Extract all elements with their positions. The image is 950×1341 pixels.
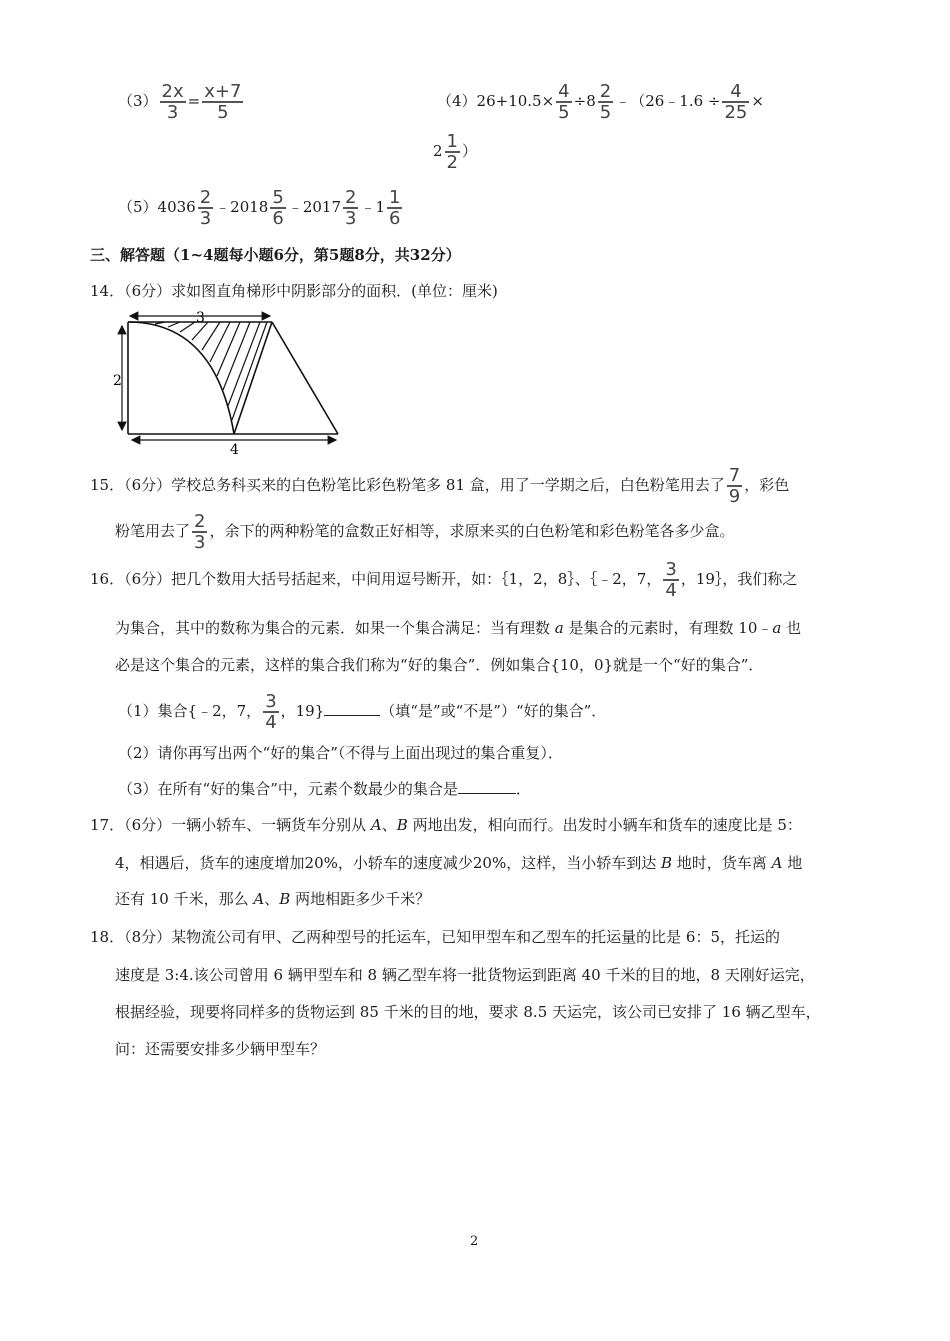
q17-text: 两地出发，相向而行。出发时小辆车和货车的速度比是 5： — [407, 816, 802, 834]
fraction: $\frac{2}{3}$ — [199, 187, 212, 229]
point-b: B — [396, 816, 408, 834]
q15-line1 — [90, 466, 789, 506]
eq5-text: ﹣2017 — [287, 198, 341, 216]
fraction: $\frac{4}{25}$ — [724, 81, 748, 123]
section-3-title: 三、解答题（1~4题每小题6分，第5题8分，共32分） — [90, 246, 461, 264]
q16-line2 — [115, 617, 801, 639]
equation-3 — [118, 82, 245, 122]
q16-text: 16．（6分）把几个数用大括号括起来，中间用逗号断开，如：｛1，2，8｝、｛﹣2，7， — [90, 570, 662, 588]
q16-line3: 必是这个集合的元素，这样的集合我们称为“好的集合”．例如集合{10，0}就是一个“好的集合”． — [115, 656, 764, 674]
q15-text: ，余下的两种粉笔的盒数正好相等，求原来买的白色粉笔和彩色粉笔各多少盒。 — [209, 522, 735, 540]
fraction: $\frac{3}{4}$ — [265, 691, 277, 733]
fraction: $\frac{2x}{3}$ — [161, 81, 184, 123]
q16-line1 — [90, 560, 797, 600]
q17-text: 地 — [782, 854, 803, 872]
eq5-text: ﹣1 — [360, 198, 385, 216]
eq5-text: ﹣2018 — [215, 198, 269, 216]
q16-text: 是集合的元素时，有理数 10﹣ — [563, 619, 773, 637]
variable-a: a — [772, 619, 782, 637]
eq5-label: （5）4036 — [118, 198, 196, 216]
q16-text: （1）集合{﹣2，7， — [118, 702, 262, 720]
equation-5 — [118, 188, 404, 228]
q18-line4: 问：还需要安排多少辆甲型车？ — [115, 1040, 326, 1058]
fraction: $\frac{1}{2}$ — [446, 131, 458, 173]
q16-sub3 — [118, 778, 531, 800]
point-a: A — [370, 816, 382, 834]
q16-sub2: （2）请你再写出两个“好的集合”（不得与上面出现过的集合重复）． — [118, 744, 563, 762]
label-left: 2 — [113, 373, 122, 389]
q17-text: 还有 10 千米，那么 — [115, 890, 254, 908]
point-b: B — [661, 854, 673, 872]
q17-text: 17．（6分）一辆小轿车、一辆货车分别从 — [90, 816, 371, 834]
equation-4-continued — [433, 132, 477, 172]
fraction: $\frac{4}{5}$ — [558, 81, 570, 123]
eq4-text: ﹣（26﹣1.6 ÷ — [615, 92, 721, 110]
q16-sub1 — [118, 692, 606, 732]
q17-text: 、 — [381, 816, 397, 834]
q17-text: 、 — [264, 890, 280, 908]
q15-text: ，彩色 — [744, 476, 790, 494]
q18-line1: 18．（8分）某物流公司有甲、乙两种型号的托运车，已知甲型车和乙型车的托运量的比是 6：5，托运的 — [90, 928, 780, 946]
eq4-label: （4）26+10.5× — [437, 92, 555, 110]
fraction: $\frac{2}{3}$ — [345, 187, 357, 229]
answer-blank[interactable] — [324, 701, 380, 716]
q16-text: ，19｝，我们称之 — [680, 570, 798, 588]
q15-line2 — [115, 512, 734, 552]
eq3-label: （3） — [118, 92, 158, 110]
label-bottom: 4 — [230, 442, 239, 456]
eq4-text: × — [751, 92, 764, 110]
label-top: 3 — [196, 310, 205, 326]
variable-a: a — [554, 619, 564, 637]
q16-text: 也 — [781, 619, 802, 637]
fraction: $\frac{5}{6}$ — [272, 187, 284, 229]
q18-line3: 根据经验，现要将同样多的货物运到 85 千米的目的地，要求 8.5 天运完，该公司已安排了 16 辆乙型车， — [115, 1003, 821, 1021]
q14-text: 14．（6分）求如图直角梯形中阴影部分的面积．(单位：厘米) — [90, 282, 498, 300]
fraction: $\frac{x+7}{5}$ — [204, 81, 242, 123]
q16-text: ． — [515, 780, 531, 798]
eq4-text: ÷8 — [573, 92, 596, 110]
q15-text: 粉笔用去了 — [115, 522, 191, 540]
q17-text: 地时，货车离 — [672, 854, 772, 872]
q17-text: 两地相距多少千米？ — [290, 890, 431, 908]
q17-line3 — [115, 888, 430, 910]
equals: = — [187, 92, 201, 110]
q17-text: 4，相遇后，货车的速度增加20%，小轿车的速度减少20%，这样，当小轿车到达 — [115, 854, 661, 872]
fraction: $\frac{1}{6}$ — [389, 187, 401, 229]
point-a: A — [771, 854, 783, 872]
fraction: $\frac{7}{9}$ — [728, 465, 741, 507]
q16-text: （3）在所有“好的集合”中，元素个数最少的集合是 — [118, 780, 458, 798]
page-number: 2 — [470, 1234, 479, 1249]
point-a: A — [253, 890, 265, 908]
trapezoid-figure — [110, 306, 350, 456]
answer-blank[interactable] — [458, 779, 516, 794]
q15-text: 15．（6分）学校总务科买来的白色粉笔比彩色粉笔多 81 盒，用了一学期之后，白色粉笔用去了 — [90, 476, 725, 494]
q16-text: ，19} — [280, 702, 325, 720]
q16-text: 为集合，其中的数称为集合的元素．如果一个集合满足：当有理数 — [115, 619, 555, 637]
q18-line2: 速度是 3:4.该公司曾用 6 辆甲型车和 8 辆乙型车将一批货物运到距离 40 千米的目的地，8 天刚好运完， — [115, 966, 815, 984]
q17-line1 — [90, 814, 802, 836]
fraction: $\frac{3}{4}$ — [665, 559, 677, 601]
point-b: B — [279, 890, 291, 908]
q17-line2 — [115, 852, 802, 874]
fraction: $\frac{2}{5}$ — [599, 81, 612, 123]
eq4-text: ） — [462, 142, 478, 160]
equation-4 — [437, 82, 764, 122]
fraction: $\frac{2}{3}$ — [194, 511, 206, 553]
q16-text: （填“是”或“不是”）“好的集合”． — [380, 702, 607, 720]
eq4-text: 2 — [433, 142, 443, 160]
